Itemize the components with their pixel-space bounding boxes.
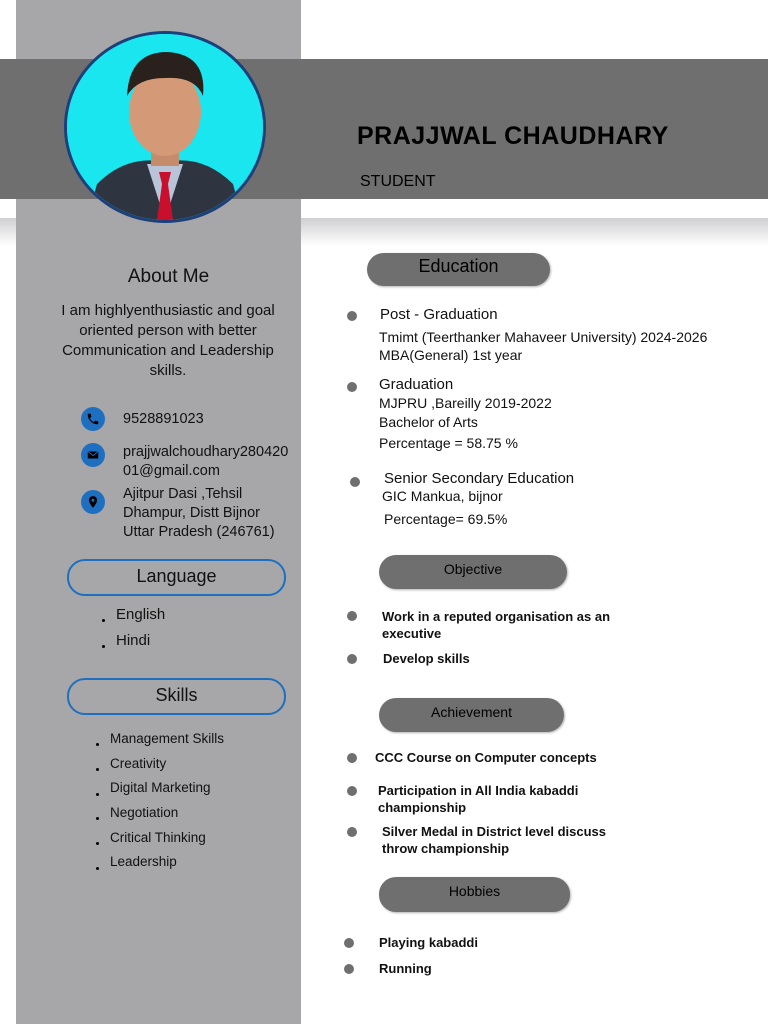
ss-line1: GIC Mankua, bijnor [382, 488, 503, 504]
bullet-dot [347, 827, 357, 837]
phone-icon [81, 407, 105, 431]
profile-photo [64, 31, 266, 223]
bullet-dot [347, 753, 357, 763]
bullet-dot [350, 477, 360, 487]
hobby-item-2: Running [379, 961, 432, 976]
bullet-dot [347, 382, 357, 392]
pg-title: Post - Graduation [380, 306, 498, 323]
grad-line2: Bachelor of Arts [379, 414, 478, 430]
phone-number: 9528891023 [123, 411, 204, 427]
list-item: Critical Thinking [96, 829, 224, 854]
candidate-role: STUDENT [360, 173, 436, 190]
achievement-item-1: CCC Course on Computer concepts [375, 750, 597, 765]
list-item: Management Skills [96, 730, 224, 755]
email-icon [81, 443, 105, 467]
bullet-dot [347, 611, 357, 621]
list-item: English [102, 605, 165, 631]
email-address: prajjwalchoudhary280420 01@gmail.com [123, 444, 289, 479]
ss-line2: Percentage= 69.5% [384, 511, 508, 527]
candidate-name: PRAJJWAL CHAUDHARY [357, 122, 669, 150]
address: Ajitpur Dasi ,Tehsil Dhampur, Distt Bijnor Uttar Pradesh (246761) [123, 486, 275, 540]
bullet-dot [344, 938, 354, 948]
grad-title: Graduation [379, 376, 454, 393]
list-item: Creativity [96, 755, 224, 780]
grad-line1: MJPRU ,Bareilly 2019-2022 [379, 395, 552, 411]
skills-list [96, 730, 224, 878]
list-item: Negotiation [96, 804, 224, 829]
bullet-dot [347, 654, 357, 664]
bullet-dot [347, 786, 357, 796]
education-heading: Education [367, 253, 550, 286]
about-text: I am highlyenthusiastic and goal oriented person with better Communication and Leadership skills. [61, 302, 275, 379]
pg-line2: MBA(General) 1st year [379, 347, 523, 363]
pg-line1: Tmimt (Teerthanker Mahaveer University) 2024-2026 [379, 329, 708, 345]
objective-item-1: Work in a reputed organisation as an executive [382, 609, 611, 641]
language-list [102, 605, 165, 657]
list-item: Leadership [96, 853, 224, 878]
achievement-item-3: Silver Medal in District level discuss throw championship [382, 824, 606, 856]
location-icon [81, 490, 105, 514]
about-title: About Me [127, 266, 210, 287]
ss-title: Senior Secondary Education [384, 470, 575, 487]
objective-heading: Objective [379, 555, 567, 589]
skills-heading: Skills [67, 678, 286, 715]
list-item: Hindi [102, 631, 165, 657]
bullet-dot [347, 311, 357, 321]
hobbies-heading: Hobbies [379, 877, 570, 912]
objective-item-2: Develop skills [383, 651, 470, 666]
achievement-heading: Achievement [379, 698, 564, 732]
achievement-item-2: Participation in All India kabaddi championship [378, 783, 579, 815]
list-item: Digital Marketing [96, 779, 224, 804]
language-heading: Language [67, 559, 286, 596]
bullet-dot [344, 964, 354, 974]
hobby-item-1: Playing kabaddi [379, 935, 478, 950]
grad-line3: Percentage = 58.75 % [379, 435, 518, 451]
